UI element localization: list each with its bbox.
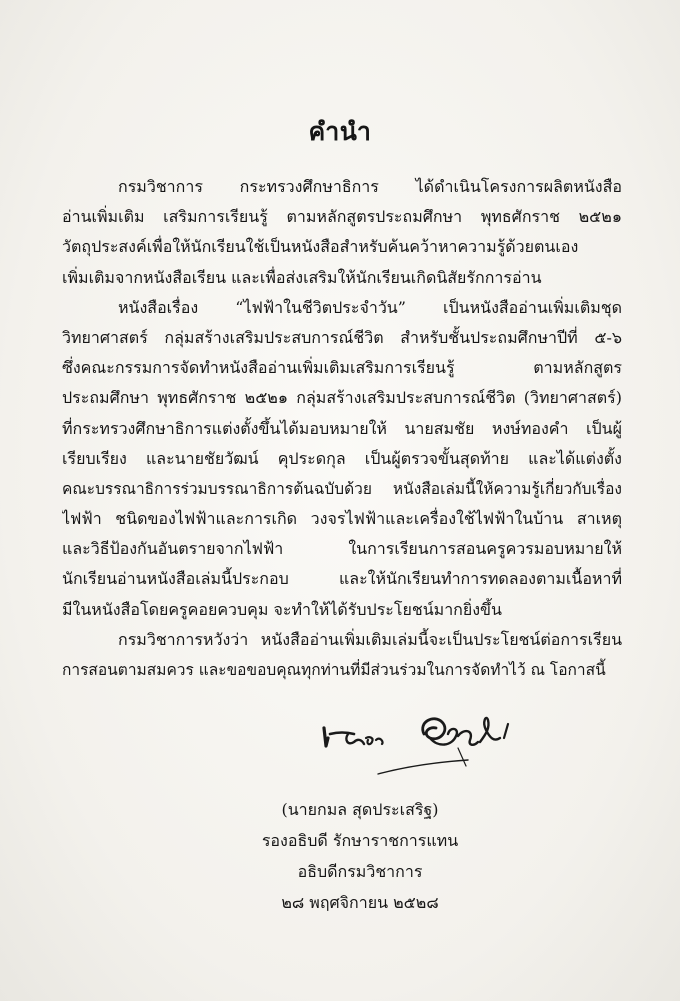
body-line: วิทยาศาสตร์ กลุ่มสร้างเสริมประสบการณ์ชีวิต สำหรับชั้นประถมศึกษาปีที่ ๕-๖ bbox=[62, 327, 622, 347]
body-line: ประถมศึกษา พุทธศักราช ๒๕๒๑ กลุ่มสร้างเสริมประสบการณ์ชีวิต (วิทยาศาสตร์) bbox=[62, 388, 622, 408]
signatory-name: (นายกมล สุดประเสริฐ) bbox=[281, 800, 439, 819]
body-line: นักเรียนอ่านหนังสือเล่มนี้ประกอบ และให้นักเรียนทำการทดลองตามเนื้อหาที่ bbox=[62, 569, 622, 589]
body-line: ซึ่งคณะกรรมการจัดทำหนังสืออ่านเพิ่มเติมเสริมการเรียนรู้ ตามหลักสูตร bbox=[62, 358, 622, 378]
body-line: เพิ่มเติมจากหนังสือเรียน และเพื่อส่งเสริมให้นักเรียนเกิดนิสัยรักการอ่าน bbox=[62, 267, 542, 287]
body-line: อ่านเพิ่มเติม เสริมการเรียนรู้ ตามหลักสูตรประถมศึกษา พุทธศักราช ๒๕๒๑ bbox=[62, 207, 622, 227]
preface-body bbox=[62, 172, 622, 685]
signature-date: ๒๘ พฤศจิกายน ๒๕๒๘ bbox=[281, 893, 439, 912]
body-line: วัตถุประสงค์เพื่อให้นักเรียนใช้เป็นหนังสือสำหรับค้นคว้าหาความรู้ด้วยตนเอง bbox=[62, 237, 579, 257]
page-title: คำนำ bbox=[308, 117, 372, 146]
body-line: เรียบเรียง และนายชัยวัฒน์ คุประดกุล เป็นผู้ตรวจขั้นสุดท้าย และได้แต่งตั้ง bbox=[62, 448, 622, 468]
body-line: กรมวิชาการ กระทรวงศึกษาธิการ ได้ดำเนินโครงการผลิตหนังสือ bbox=[118, 177, 622, 196]
body-line: และวิธีป้องกันอันตรายจากไฟฟ้า ในการเรียนการสอนครูควรมอบหมายให้ bbox=[62, 539, 622, 559]
body-line: มีในหนังสือโดยครูคอยควบคุม จะทำให้ได้รับประโยชน์มากยิ่งขึ้น bbox=[62, 599, 502, 619]
signatory-department: อธิบดีกรมวิชาการ bbox=[297, 862, 423, 881]
body-line: กรมวิชาการหวังว่า หนังสืออ่านเพิ่มเติมเล่มนี้จะเป็นประโยชน์ต่อการเรียน bbox=[118, 629, 622, 649]
body-line: ไฟฟ้า ชนิดของไฟฟ้าและการเกิด วงจรไฟฟ้าและเครื่องใช้ไฟฟ้าในบ้าน สาเหตุ bbox=[62, 509, 622, 529]
body-line: คณะบรรณาธิการร่วมบรรณาธิการต้นฉบับด้วย หนังสือเล่มนี้ให้ความรู้เกี่ยวกับเรื่อง bbox=[62, 479, 622, 498]
body-line: หนังสือเรื่อง “ไฟฟ้าในชีวิตประจำวัน” เป็นหนังสืออ่านเพิ่มเติมชุด bbox=[118, 297, 622, 317]
signatory-position: รองอธิบดี รักษาราชการแทน bbox=[261, 831, 459, 850]
signature-block bbox=[250, 794, 470, 918]
handwritten-signature bbox=[318, 708, 528, 788]
body-line: ที่กระทรวงศึกษาธิการแต่งตั้งขึ้นได้มอบหมายให้ นายสมชัย หงษ์ทองคำ เป็นผู้ bbox=[62, 418, 622, 438]
body-line: การสอนตามสมควร และขอขอบคุณทุกท่านที่มีส่วนร่วมในการจัดทำไว้ ณ โอกาสนี้ bbox=[62, 661, 606, 679]
